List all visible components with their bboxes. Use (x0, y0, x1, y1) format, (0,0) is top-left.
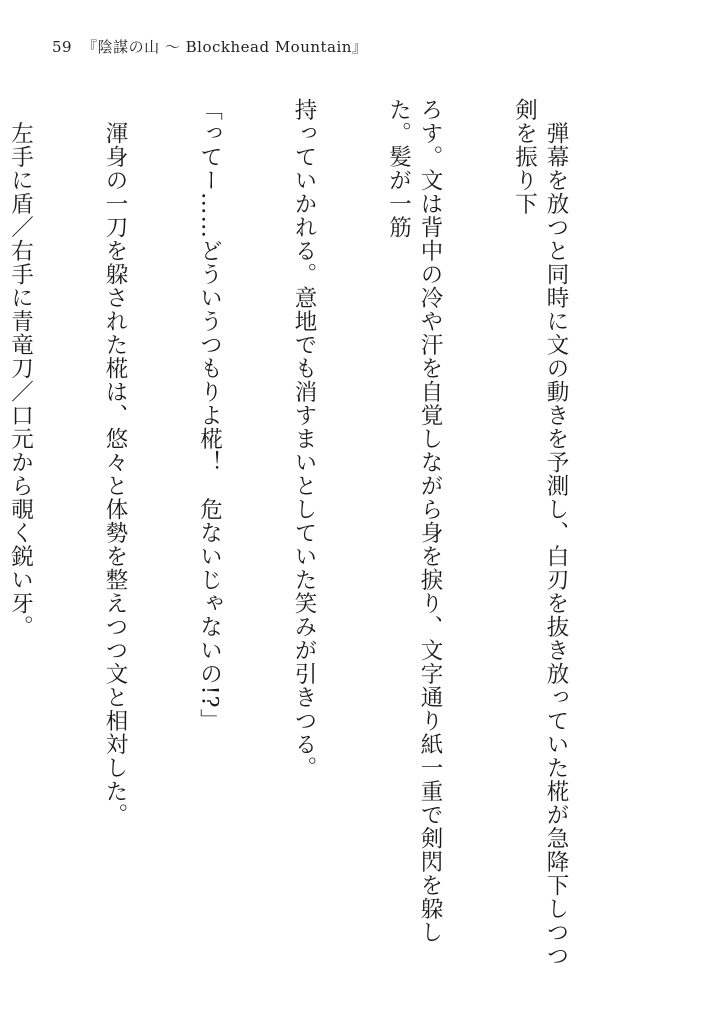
page-number: 59 (52, 38, 73, 56)
text-line: 弾幕を放つと同時に文の動きを予測し、白刃を抜き放っていた椛が急降下しつつ剣を振り下 (511, 98, 569, 968)
running-title: 『陰謀の山 〜 Blockhead Mountain』 (82, 38, 368, 56)
text-line: 「ってー……どういうつもりよ椛！ 危ないじゃないの!?」 (196, 98, 223, 733)
text-line: 渾身の一刀を躱された椛は、悠々と体勢を整えつつ文と相対した。 (102, 98, 128, 827)
text-line: 左手に盾／右手に青竜刀／口元から覗く鋭い牙。 (7, 98, 34, 639)
running-header (52, 36, 367, 57)
vertical-body-text (0, 98, 634, 978)
text-line: 持っていかれる。意地でも消すまいとしていた笑みが引きつる。 (291, 98, 317, 780)
text-line: ろす。文は背中の冷や汗を自覚しながら身を捩り、文字通り紙一重で剣閃を躱した。髪が一筋 (385, 98, 443, 944)
